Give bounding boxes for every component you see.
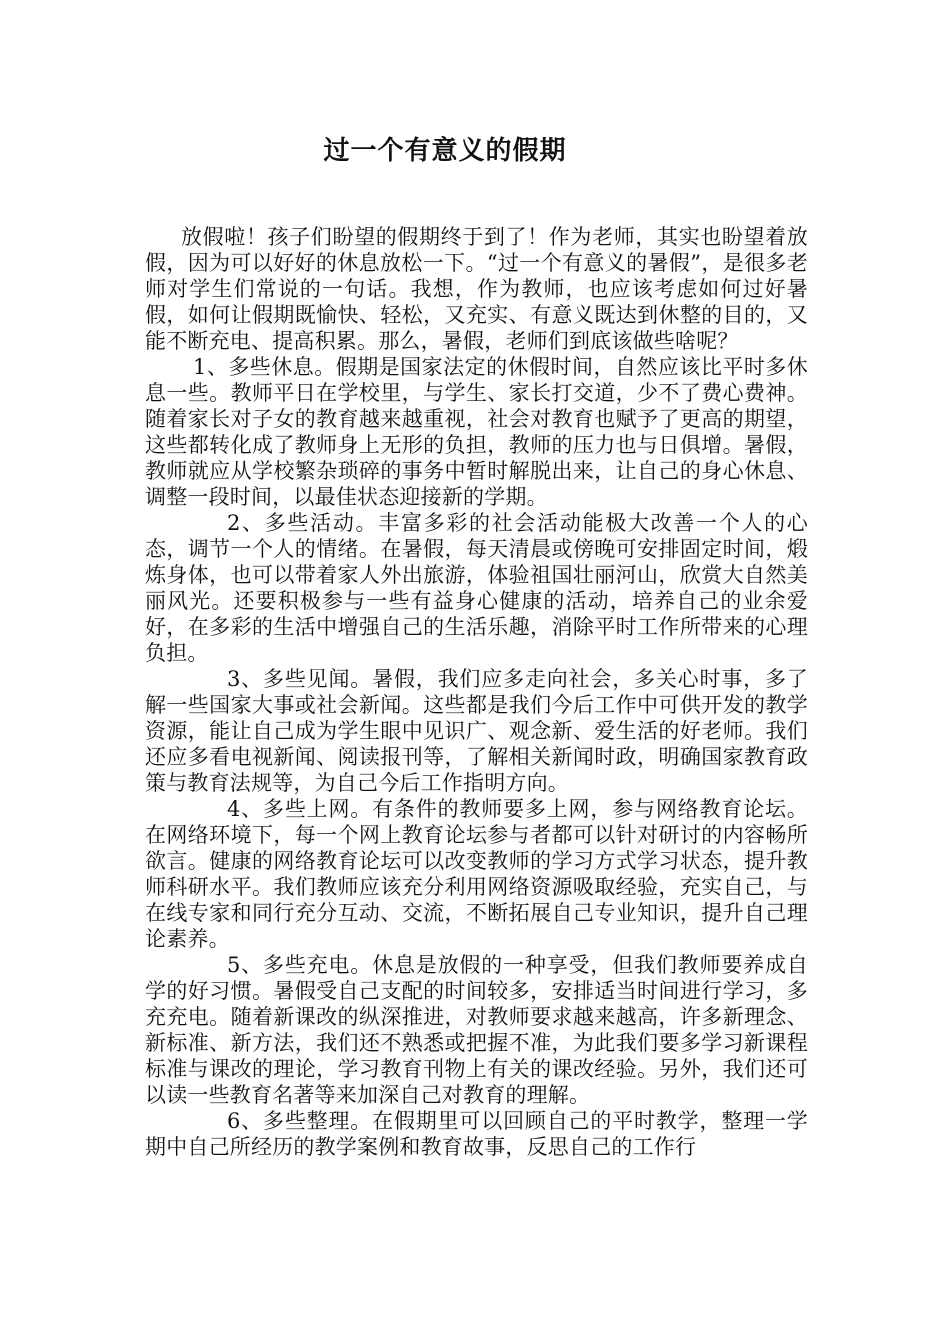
paragraph-knowledge: 3、多些见闻。暑假，我们应多走向社会，多关心时事，多了解一些国家大事或社会新闻。这些都是我们今后工作中可供开发的教学资源，能让自己成为学生眼中见识广、观念新、爱生活的好老师。我们还应多看电视新闻、阅读报刊等，了解相关新闻时政，明确国家教育政策与教育法规等，为自己今后工作指明方向。: [145, 667, 808, 795]
paragraph-study: 5、多些充电。休息是放假的一种享受，但我们教师要养成自学的好习惯。暑假受自己支配的时间较多，安排适当时间进行学习，多充充电。随着新课改的纵深推进，对教师要求越来越高，许多新理念、新标准、新方法，我们还不熟悉或把握不准，为此我们要多学习新课程标准与课改的理论，学习教育刊物上有关的课改经验。另外，我们还可以读一些教育名著等来加深自己对教育的理解。: [145, 953, 808, 1107]
document-body: [145, 224, 808, 1160]
paragraph-rest: 1、多些休息。假期是国家法定的休假时间，自然应该比平时多休息一些。教师平日在学校里，与学生、家长打交道，少不了费心费神。随着家长对子女的教育越来越重视，社会对教育也赋予了更高的期望，这些都转化成了教师身上无形的负担，教师的压力也与日俱增。暑假，教师就应从学校繁杂琐碎的事务中暂时解脱出来，让自己的身心休息、调整一段时间，以最佳状态迎接新的学期。: [145, 355, 808, 509]
paragraph-organize: 6、多些整理。在假期里可以回顾自己的平时教学，整理一学期中自己所经历的教学案例和教育故事，反思自己的工作行: [145, 1109, 808, 1159]
paragraph-intro: 放假啦！孩子们盼望的假期终于到了！作为老师，其实也盼望着放假，因为可以好好的休息放松一下。“过一个有意义的暑假”，是很多老师对学生们常说的一句话。我想，作为教师，也应该考虑如何过好暑假，如何让假期既愉快、轻松，又充实、有意义既达到休整的目的，又能不断充电、提高积累。那么，暑假，老师们到底该做些啥呢？: [145, 225, 808, 353]
document-title: 过一个有意义的假期: [323, 136, 567, 166]
paragraph-internet: 4、多些上网。有条件的教师要多上网，参与网络教育论坛。在网络环境下，每一个网上教育论坛参与者都可以针对研讨的内容畅所欲言。健康的网络教育论坛可以改变教师的学习方式学习状态，提升教师科研水平。我们教师应该充分利用网络资源吸取经验，充实自己，与在线专家和同行充分互动、交流，不断拓展自己专业知识，提升自己理论素养。: [145, 797, 808, 951]
paragraph-activities: 2、多些活动。丰富多彩的社会活动能极大改善一个人的心态，调节一个人的情绪。在暑假，每天清晨或傍晚可安排固定时间，煅炼身体，也可以带着家人外出旅游，体验祖国壮丽河山，欣赏大自然美丽风光。还要积极参与一些有益身心健康的活动，培养自己的业余爱好，在多彩的生活中增强自己的生活乐趣，消除平时工作所带来的心理负担。: [145, 511, 808, 665]
